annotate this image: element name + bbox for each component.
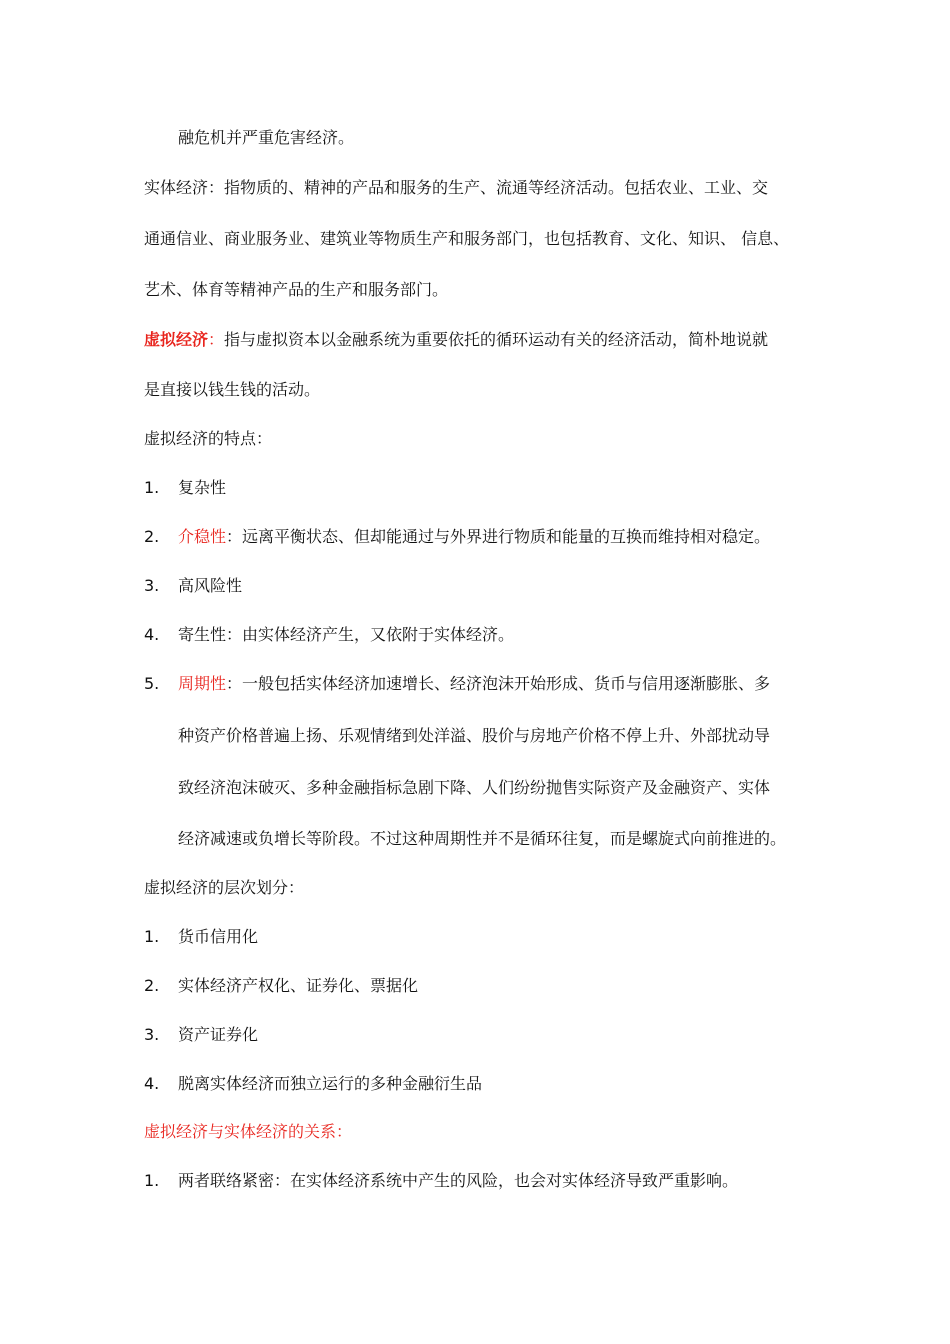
- virtual-economy-definition: 虚拟经济：指与虚拟资本以金融系统为重要依托的循环运动有关的经济活动，简朴地说就: [144, 330, 769, 349]
- feature-term-cyclicality: 周期性: [178, 674, 227, 693]
- feature-term-metastability: 介稳性: [178, 527, 227, 546]
- real-economy-definition: 实体经济：指物质的、精神的产品和服务的生产、流通等经济活动。包括农业、工业、交: [144, 178, 769, 197]
- virtual-economy-line-2: 是直接以钱生钱的活动。: [144, 380, 321, 399]
- real-economy-term: 实体经济: [144, 178, 209, 197]
- real-economy-line-3: 艺术、体育等精神产品的生产和服务部门。: [144, 280, 449, 299]
- continuation-text: 融危机并严重危害经济。: [178, 128, 355, 147]
- real-economy-line-1: 指物质的、精神的产品和服务的生产、流通等经济活动。包括农业、工业、交: [224, 178, 769, 197]
- virtual-economy-line-1: 指与虚拟资本以金融系统为重要依托的循环运动有关的经济活动，简朴地说就: [224, 330, 769, 349]
- features-heading: 虚拟经济的特点：: [144, 429, 273, 448]
- levels-heading: 虚拟经济的层次划分：: [144, 878, 305, 897]
- document-page: 融危机并严重危害经济。 实体经济：指物质的、精神的产品和服务的生产、流通等经济活动。包括农业、工业、交 通通信业、商业服务业、建筑业等物质生产和服务部门，也包括教育、文化、知识、 信息、 艺术、体育等精神产品的生产和服务部门。 虚拟经济：指与虚拟资本以金融系统为重要依托的循环运动有关的经济活动，简朴地说就 是直接以钱生钱的活动。 虚拟经济的特点： 1. 复杂性 2. 介稳性：远离平衡状态、但却能通过与外界进行物质和能量的互换而维持相对稳定。 3. 高风险性 4. 寄生性：由实体经济产生，又依附于实体经济。 5. 周期性：一般包括实体经济加速增长、经济泡沫开始形成、货币与信用逐渐膨胀、多 种资产价格普遍上扬、乐观情绪到处洋溢、股价与房地产价格不停上升、外部扰动导 致经济泡沫破灭、多种金融指标急剧下降、人们纷纷抛售实际资产及金融资产、实体 经济减速或负增长等阶段。不过这种周期性并不是循环往复，而是螺旋式向前推进的。 虚拟经济的层次划分： 1. 货币信用化 2. 实体经济产权化、证券化、票据化 3. 资产证券化 4. 脱离实体经济而独立运行的多种金融衍生品 虚拟经济与实体经济的关系： 1. 两者联络紧密：在实体经济系统中产生的风险，也会对实体经济导致严重影响。: [144, 128, 790, 1190]
- relation-heading: 虚拟经济与实体经济的关系：: [144, 1122, 353, 1141]
- real-economy-line-2: 通通信业、商业服务业、建筑业等物质生产和服务部门，也包括教育、文化、知识、 信息、: [144, 229, 790, 248]
- virtual-economy-term: 虚拟经济: [144, 330, 209, 349]
